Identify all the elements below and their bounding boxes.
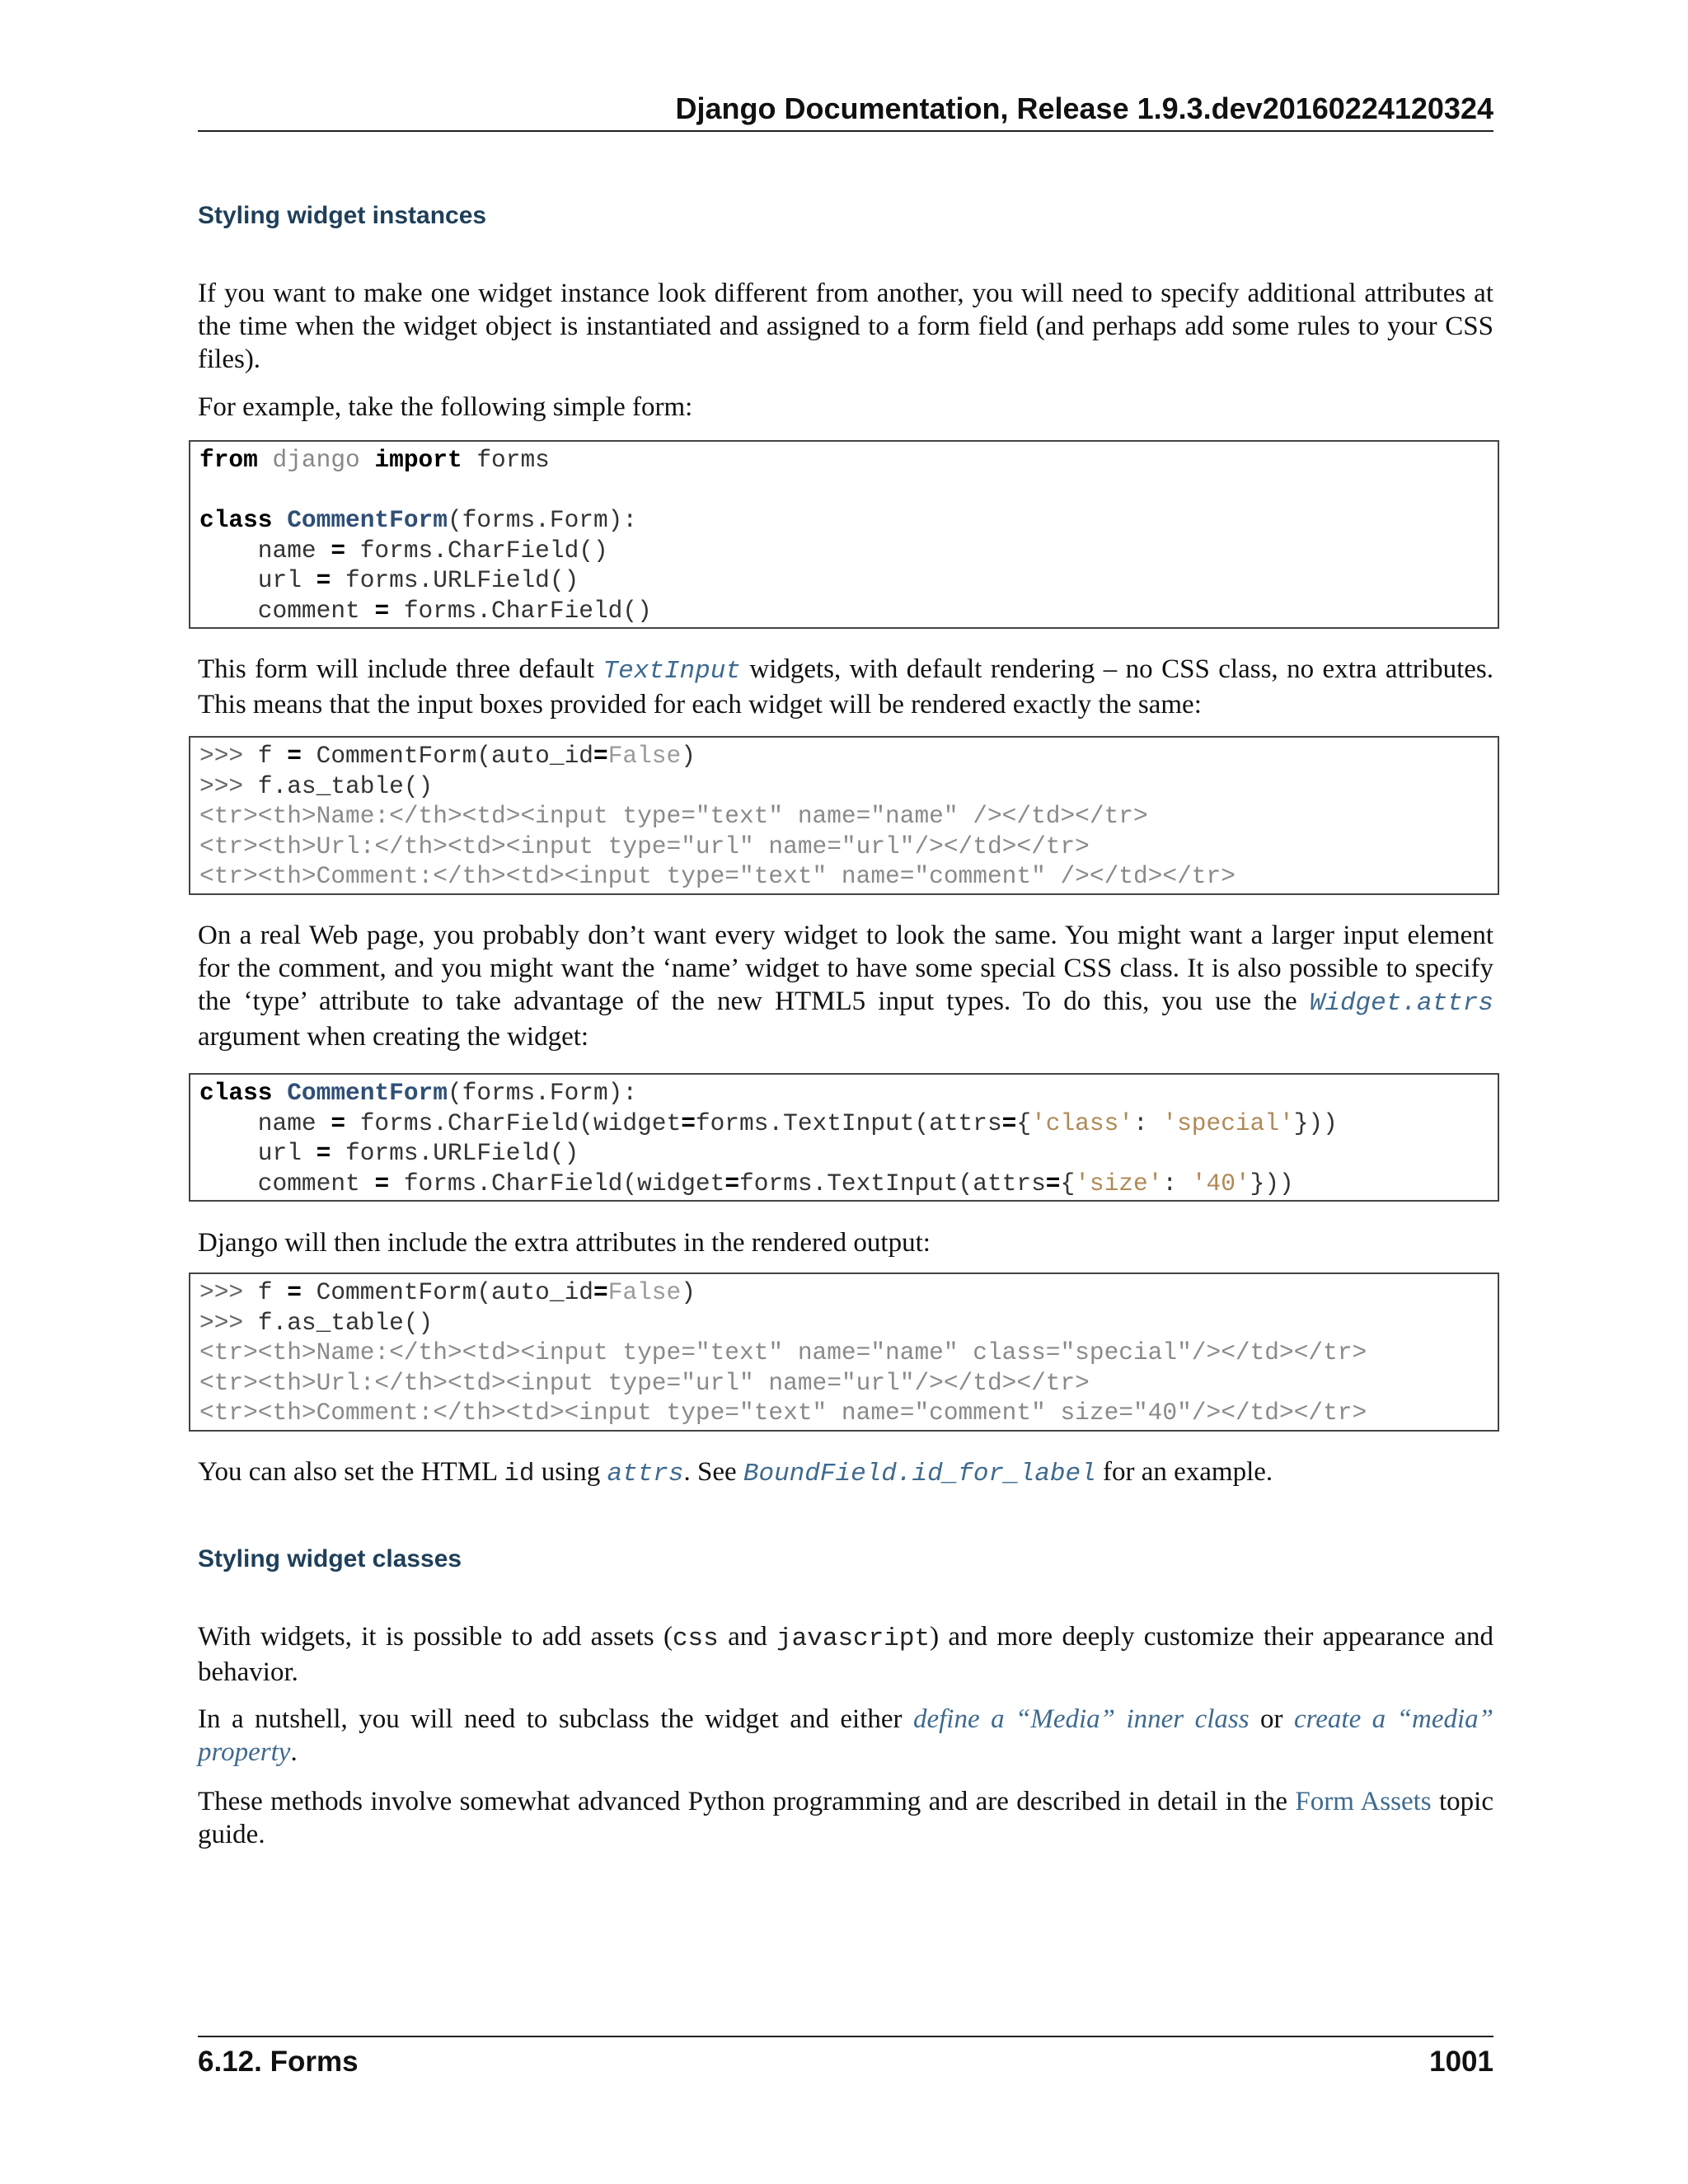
- code-text: f: [243, 742, 288, 770]
- code-keyword: import: [374, 446, 462, 474]
- code-prompt: >>>: [199, 742, 244, 770]
- code-line-blank: [199, 476, 1489, 506]
- code-output-line: <tr><th>Url:</th><td><input type="url" name="url"/></td></tr>: [199, 832, 1090, 860]
- xref-link-attrs[interactable]: attrs: [607, 1460, 684, 1488]
- code-line: [199, 1308, 1489, 1338]
- code-block-comment-form: [189, 440, 1499, 629]
- paragraph-rendered-output: Django will then include the extra attributes in the rendered output:: [198, 1228, 931, 1258]
- paragraph-widget-attrs: [198, 919, 1493, 1053]
- footer-section-title: 6.12. Forms: [198, 2046, 359, 2078]
- paragraph-text: .: [290, 1737, 298, 1767]
- code-text: forms.TextInput(attrs: [739, 1169, 1046, 1197]
- code-text: CommentForm(auto_id: [301, 1278, 593, 1306]
- code-text: f.as_table(): [243, 1308, 434, 1337]
- paragraph-text: argument when creating the widget:: [198, 1022, 589, 1052]
- paragraph-text: for an example.: [1095, 1457, 1273, 1487]
- code-line: [199, 1277, 1489, 1308]
- code-string: 'class': [1031, 1108, 1133, 1137]
- code-line: [199, 505, 1489, 536]
- code-text: :: [1133, 1108, 1163, 1137]
- code-line: [199, 1078, 1489, 1108]
- paragraph-text: In a nutshell, you will need to subclass the widget and either: [198, 1704, 913, 1734]
- code-output-line: <tr><th>Comment:</th><td><input type="text" name="comment" /></td></tr>: [199, 862, 1236, 890]
- code-keyword: class: [199, 1079, 273, 1107]
- paragraph-text: and: [718, 1622, 777, 1652]
- footer-page-number: 1001: [1429, 2046, 1493, 2078]
- code-text: (forms.Form):: [447, 506, 638, 534]
- code-constant: False: [607, 1278, 682, 1306]
- code-text: forms.URLField(): [331, 1139, 579, 1167]
- code-block-as-table-attrs: [189, 1272, 1499, 1432]
- code-text: forms.TextInput(attrs: [695, 1108, 1002, 1137]
- header-rule: [198, 130, 1493, 132]
- code-operator: =: [374, 596, 390, 625]
- code-operator: =: [287, 1278, 302, 1306]
- paragraph-text: or: [1249, 1704, 1294, 1734]
- code-text: ): [681, 1278, 696, 1306]
- paragraph-text: These methods involve somewhat advanced Python programming and are described in detail in the: [198, 1787, 1296, 1816]
- xref-link-widget-attrs[interactable]: Widget.attrs: [1309, 989, 1493, 1018]
- code-string: 'special': [1162, 1108, 1294, 1137]
- code-text: comment: [199, 596, 375, 625]
- code-text: })): [1293, 1108, 1338, 1137]
- code-string: 'size': [1075, 1169, 1163, 1197]
- code-text: url: [199, 566, 316, 594]
- paragraph-form-assets: [198, 1785, 1493, 1851]
- paragraph-text: On a real Web page, you probably don’t want every widget to look the same. You might want a larger input element for the comment, and you might want the ‘name’ widget to have some special CSS class. It is also possible to specify the ‘type’ attribute to take advantage of the new HTML5 input types. To do this, you use the: [198, 921, 1493, 1016]
- code-module: django: [272, 446, 360, 474]
- code-keyword: class: [199, 506, 273, 534]
- code-line: [199, 596, 1489, 626]
- code-text: f: [243, 1278, 288, 1306]
- paragraph-html-id: [198, 1455, 1493, 1491]
- paragraph-text: This form will include three default: [198, 654, 603, 684]
- paragraph-text: . See: [683, 1457, 743, 1487]
- code-operator: =: [593, 742, 608, 770]
- paragraph-text: You can also set the HTML: [198, 1457, 504, 1487]
- code-text: name: [199, 536, 331, 565]
- code-text: {: [1060, 1169, 1076, 1197]
- code-line: [199, 1138, 1489, 1169]
- code-prompt: >>>: [199, 771, 244, 800]
- code-line: [199, 565, 1489, 596]
- paragraph-intro: If you want to make one widget instance look different from another, you will need to specify additional attributes at the time when the widget object is instantiated and assigned to a form field (and perhaps add some rules to your CSS files).: [198, 279, 1493, 374]
- code-output-line: <tr><th>Name:</th><td><input type="text" name="name" class="special"/></td></tr>: [199, 1338, 1367, 1366]
- code-line: [199, 741, 1489, 771]
- xref-link-boundfield-id-for-label[interactable]: BoundField.id_for_label: [743, 1460, 1096, 1488]
- code-operator: =: [316, 566, 331, 594]
- code-text: CommentForm(auto_id: [301, 742, 593, 770]
- inline-code-javascript: javascript: [776, 1624, 931, 1653]
- code-text: forms.CharField(widget: [345, 1108, 682, 1137]
- code-text: (forms.Form):: [447, 1079, 638, 1107]
- paragraph-text: using: [534, 1457, 607, 1487]
- code-class-name: CommentForm: [287, 1079, 448, 1107]
- code-operator: =: [1001, 1108, 1017, 1137]
- code-text: })): [1250, 1169, 1294, 1197]
- code-text: :: [1162, 1169, 1192, 1197]
- code-output-line: <tr><th>Name:</th><td><input type="text" name="name" /></td></tr>: [199, 802, 1148, 830]
- code-prompt: >>>: [199, 1278, 244, 1306]
- code-text: forms.CharField(widget: [389, 1169, 725, 1197]
- paragraph-text: widgets, with default rendering – no CSS class, no extra attributes. This means that the input boxes provided for each widget will be rendered exactly the same:: [198, 654, 1493, 719]
- code-text: ): [681, 742, 696, 770]
- section-heading-styling-widget-instances: Styling widget instances: [198, 202, 487, 229]
- code-prompt: >>>: [199, 1308, 244, 1337]
- running-header: Django Documentation, Release 1.9.3.dev20160224120324: [675, 91, 1493, 125]
- code-line: [199, 1108, 1489, 1139]
- paragraph-text: topic guide.: [198, 1787, 1493, 1849]
- paragraph-example: For example, take the following simple form:: [198, 392, 693, 422]
- code-class-name: CommentForm: [287, 506, 448, 534]
- code-operator: =: [593, 1278, 608, 1306]
- code-text: forms.CharField(): [389, 596, 652, 625]
- paragraph-nutshell: [198, 1703, 1493, 1769]
- inline-code-id: id: [504, 1460, 535, 1488]
- code-keyword: from: [199, 446, 258, 474]
- code-block-as-table-default: [189, 736, 1499, 895]
- inline-code-css: css: [672, 1624, 719, 1653]
- code-block-comment-form-attrs: [189, 1073, 1499, 1202]
- code-operator: =: [316, 1139, 331, 1167]
- code-operator: =: [724, 1169, 740, 1197]
- code-operator: =: [681, 1108, 696, 1137]
- code-line: [199, 1169, 1489, 1199]
- code-line: [199, 771, 1489, 802]
- code-string: '40': [1191, 1169, 1250, 1197]
- link-create-media-property[interactable]: create a “media” property: [198, 1704, 1493, 1767]
- paragraph-assets: [198, 1620, 1493, 1689]
- code-output-line: <tr><th>Comment:</th><td><input type="text" name="comment" size="40"/></td></tr>: [199, 1399, 1367, 1427]
- code-text: comment: [199, 1169, 375, 1197]
- code-text: url: [199, 1139, 316, 1167]
- code-line: [199, 536, 1489, 566]
- code-operator: =: [287, 742, 302, 770]
- footer-rule: [198, 2036, 1493, 2037]
- document-page: [198, 0, 1493, 2184]
- code-text: forms.URLField(): [331, 566, 579, 594]
- code-name: forms: [476, 446, 550, 474]
- code-constant: False: [607, 742, 682, 770]
- code-line: [199, 445, 1489, 476]
- code-operator: =: [1045, 1169, 1061, 1197]
- code-text: f.as_table(): [243, 771, 434, 800]
- code-output-line: <tr><th>Url:</th><td><input type="url" name="url"/></td></tr>: [199, 1368, 1090, 1397]
- link-form-assets[interactable]: Form Assets: [1295, 1787, 1432, 1816]
- paragraph-text: With widgets, it is possible to add assets (: [198, 1622, 673, 1652]
- link-define-media-inner-class[interactable]: define a “Media” inner class: [912, 1704, 1250, 1734]
- section-heading-styling-widget-classes: Styling widget classes: [198, 1545, 462, 1572]
- code-text: {: [1016, 1108, 1032, 1137]
- code-text: name: [199, 1108, 331, 1137]
- xref-link-textinput[interactable]: TextInput: [603, 657, 741, 686]
- code-operator: =: [374, 1169, 390, 1197]
- code-text: forms.CharField(): [345, 536, 608, 565]
- paragraph-text: ) and more deeply customize their appearance and behavior.: [198, 1622, 1493, 1687]
- code-operator: =: [331, 536, 346, 565]
- paragraph-textinput: [198, 653, 1493, 721]
- code-operator: =: [331, 1108, 346, 1137]
